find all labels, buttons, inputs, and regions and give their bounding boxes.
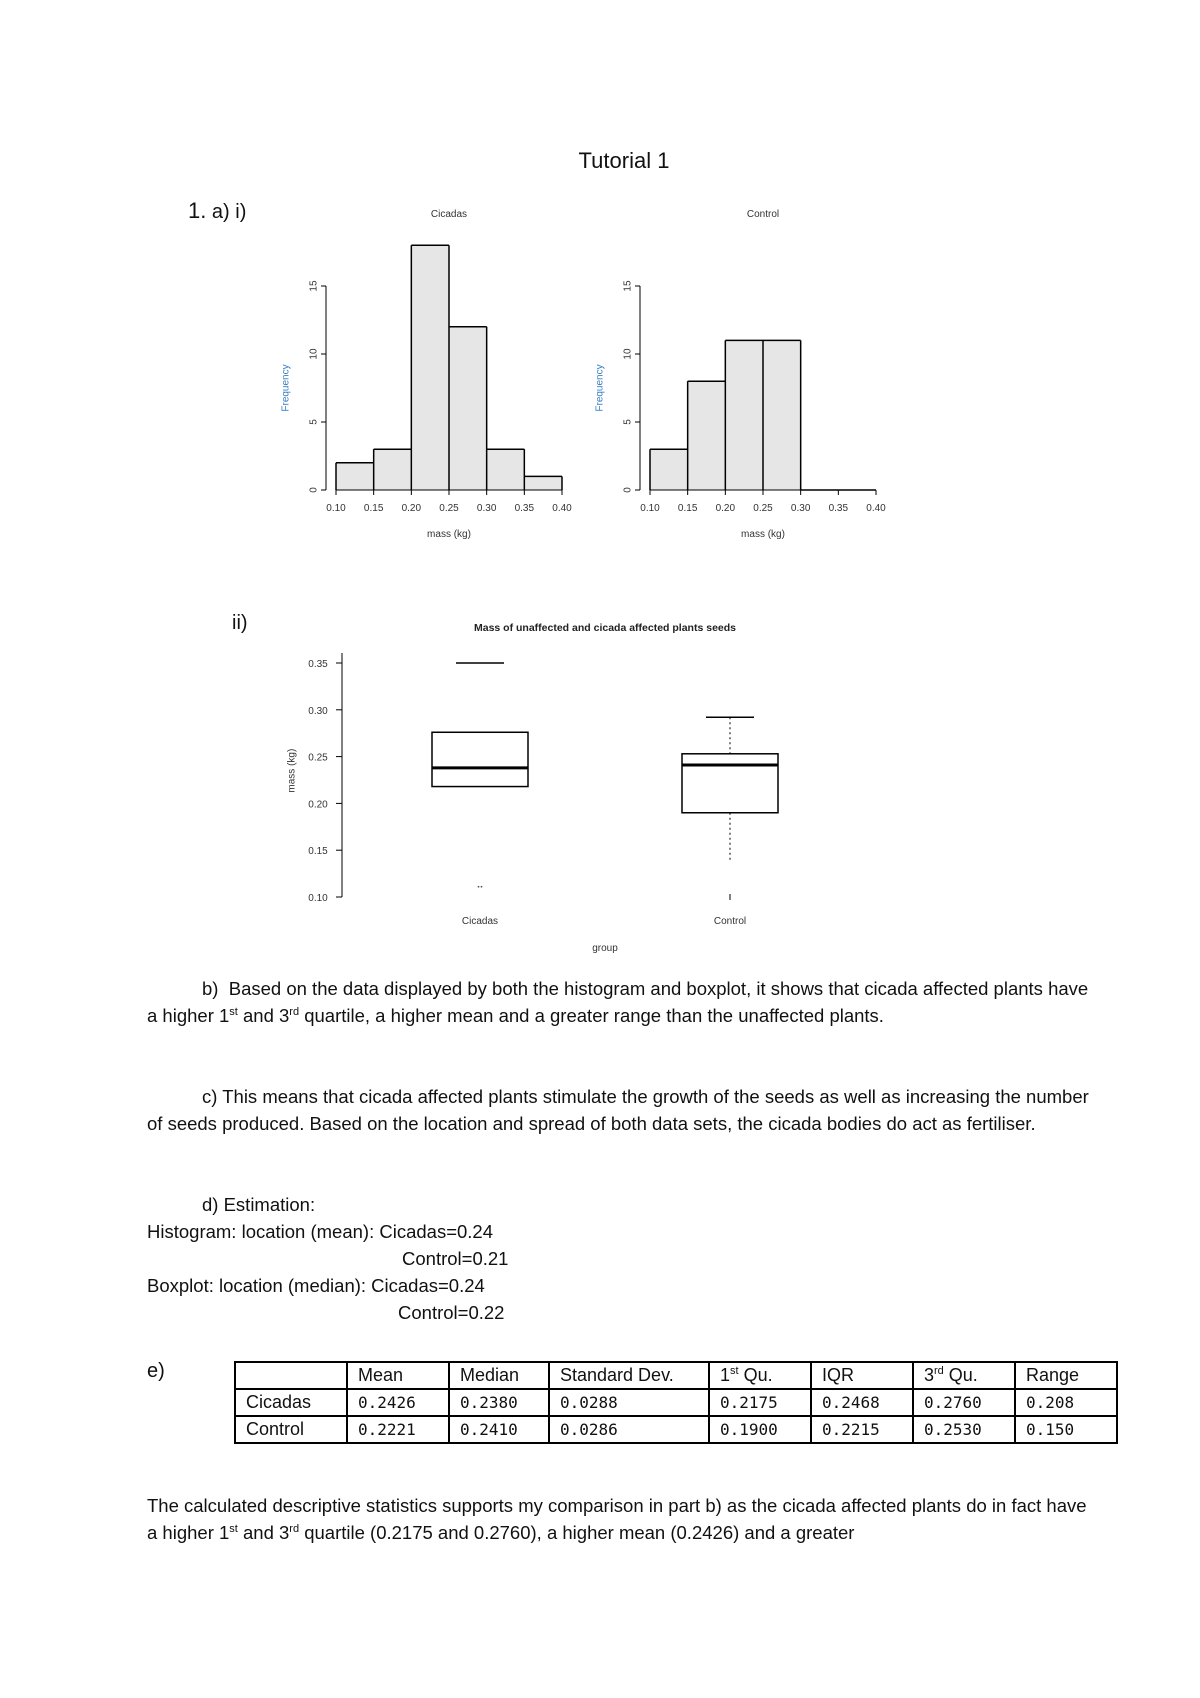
group-label: Cicadas: [461, 916, 499, 927]
superscript: st: [730, 1365, 739, 1377]
x-tick-label: 0.40: [552, 503, 572, 514]
y-tick-label: 0.15: [308, 846, 328, 858]
histogram-bar: [524, 476, 562, 490]
y-tick-label: 0: [622, 487, 634, 493]
table-cell: 0.0288: [549, 1389, 709, 1416]
box-cicadas: [432, 663, 528, 888]
descriptive-statistics-table: [234, 1361, 1118, 1444]
part-d-boxplot-control: Control=0.22: [398, 1302, 505, 1323]
conclusion-text: The calculated descriptive statistics supports my comparison in part b) as the cicada affected plants do in fact have a higher 1: [147, 1495, 1087, 1543]
histogram-cicadas: [281, 209, 573, 540]
y-tick-label: 5: [622, 419, 634, 425]
histogram-title: Control: [746, 209, 780, 220]
y-tick-label: 0.20: [308, 799, 328, 811]
superscript: st: [229, 1522, 238, 1535]
y-axis-label: Frequency: [594, 364, 606, 412]
boxplot-title: Mass of unaffected and cicada affected plants seeds: [474, 622, 736, 634]
outlier-point: [481, 886, 483, 888]
histogram-bar: [336, 463, 374, 490]
table-cell: 0.1900: [709, 1416, 811, 1443]
part-b-text: Based on the data displayed by both the histogram and boxplot, it shows that cicada affected plants have a higher 1: [147, 978, 1089, 1026]
y-tick-label: 0.10: [308, 893, 328, 904]
group-label: Control: [713, 916, 747, 927]
part-label-a-i: a) i): [211, 201, 247, 223]
outlier-point: [478, 886, 480, 888]
x-tick-label: 0.20: [715, 503, 736, 514]
table-header-cell: Standard Dev.: [549, 1362, 709, 1389]
table-cell: 0.2175: [709, 1389, 811, 1416]
table-cell: 0.2221: [347, 1416, 449, 1443]
histogram-bar: [487, 449, 525, 490]
table-cell: 0.0286: [549, 1416, 709, 1443]
table-cell: 0.2530: [913, 1416, 1015, 1443]
histogram-control: [595, 209, 887, 540]
box-iqr: [432, 732, 528, 786]
table-header-row: [235, 1362, 1117, 1389]
question-label: [188, 198, 246, 224]
x-axis-label: mass (kg): [741, 529, 785, 540]
x-tick-label: 0.10: [640, 503, 660, 514]
part-d-boxplot-line: Boxplot: location (median): Cicadas=0.24: [147, 1275, 485, 1296]
question-number: 1.: [188, 198, 207, 223]
table-header-cell: Median: [449, 1362, 549, 1389]
y-axis-label: mass (kg): [286, 748, 298, 793]
x-tick-label: 0.15: [363, 503, 384, 514]
part-d-block: [147, 1191, 1097, 1326]
table-cell: 0.2426: [347, 1389, 449, 1416]
box-iqr: [682, 754, 778, 813]
part-label-a-ii: ii): [232, 612, 248, 634]
x-tick-label: 0.15: [677, 503, 698, 514]
superscript: rd: [289, 1005, 300, 1018]
boxplot-mass-by-group: [287, 622, 778, 954]
table-cell: 0.2380: [449, 1389, 549, 1416]
conclusion-paragraph: [147, 1492, 1097, 1546]
table-row-label: Cicadas: [235, 1389, 347, 1416]
table-header-cell: IQR: [811, 1362, 913, 1389]
table-cell: 0.150: [1015, 1416, 1117, 1443]
part-c-label: c): [202, 1086, 218, 1107]
part-b-text: quartile, a higher mean and a greater range than the unaffected plants.: [299, 1005, 884, 1026]
histogram-bar: [725, 340, 763, 490]
y-tick-label: 0.35: [308, 659, 328, 670]
x-tick-label: 0.25: [753, 503, 773, 514]
histogram-bar: [449, 327, 487, 490]
part-c-paragraph: [147, 1083, 1097, 1137]
table-cell: 0.2760: [913, 1389, 1015, 1416]
y-axis-label: Frequency: [280, 364, 292, 412]
part-b-label: b): [202, 978, 219, 999]
part-b-text: and 3: [237, 1005, 290, 1026]
part-b-paragraph: [147, 975, 1097, 1029]
table-cell: 0.2215: [811, 1416, 913, 1443]
histogram-bar: [688, 381, 726, 490]
part-d-label: d) Estimation:: [202, 1194, 316, 1215]
histogram-bar: [650, 449, 688, 490]
table-cell: 0.2468: [811, 1389, 913, 1416]
superscript: rd: [934, 1365, 944, 1377]
table-header-cell: Range: [1015, 1362, 1117, 1389]
page-title: Tutorial 1: [578, 148, 670, 173]
table-header-cell: [913, 1362, 1015, 1389]
part-d-histogram-control: Control=0.21: [402, 1248, 509, 1269]
table-row: [235, 1389, 1117, 1416]
table-row: [235, 1416, 1117, 1443]
superscript: rd: [289, 1522, 300, 1535]
histograms-figure: [270, 205, 910, 555]
conclusion-text: quartile (0.2175 and 0.2760), a higher mean (0.2426) and a greater: [299, 1522, 855, 1543]
superscript: st: [229, 1005, 238, 1018]
x-tick-label: 0.20: [401, 503, 422, 514]
y-tick-label: 15: [622, 280, 634, 292]
histogram-bar: [411, 245, 449, 490]
part-e-label: e): [147, 1360, 165, 1382]
histogram-bar: [763, 340, 801, 490]
y-tick-label: 0: [308, 487, 320, 493]
x-tick-label: 0.30: [790, 503, 811, 514]
y-tick-label: 5: [308, 419, 320, 425]
box-control: [682, 717, 778, 900]
x-tick-label: 0.25: [439, 503, 459, 514]
conclusion-text: and 3: [237, 1522, 290, 1543]
x-tick-label: 0.40: [866, 503, 886, 514]
y-tick-label: 0.30: [308, 705, 328, 717]
y-tick-label: 10: [622, 348, 634, 360]
x-axis-label: mass (kg): [427, 529, 471, 540]
histogram-bar: [374, 449, 412, 490]
part-c-text: This means that cicada affected plants stimulate the growth of the seeds as well as increasing the number of seeds produced. Based on the location and spread of both data sets, the cicada bodies do act as fertiliser.: [147, 1086, 1089, 1134]
part-d-histogram-line: Histogram: location (mean): Cicadas=0.24: [147, 1221, 494, 1242]
header-text: 3: [924, 1365, 935, 1385]
x-tick-label: 0.35: [828, 503, 849, 514]
table-cell: 0.208: [1015, 1389, 1117, 1416]
header-text: Qu.: [943, 1365, 978, 1385]
x-axis-label: group: [592, 943, 618, 954]
y-tick-label: 0.25: [308, 752, 328, 764]
x-tick-label: 0.35: [514, 503, 535, 514]
table-header-cell: Mean: [347, 1362, 449, 1389]
histogram-title: Cicadas: [430, 209, 468, 220]
header-text: Qu.: [738, 1365, 773, 1385]
table-cell: 0.2410: [449, 1416, 549, 1443]
y-tick-label: 10: [308, 348, 320, 360]
header-text: 1: [720, 1365, 731, 1385]
boxplot-figure: [280, 610, 780, 960]
table-header-cell: [709, 1362, 811, 1389]
x-tick-label: 0.30: [476, 503, 497, 514]
table-header-cell: [235, 1362, 347, 1389]
y-tick-label: 15: [308, 280, 320, 292]
x-tick-label: 0.10: [326, 503, 346, 514]
table-row-label: Control: [235, 1416, 347, 1443]
